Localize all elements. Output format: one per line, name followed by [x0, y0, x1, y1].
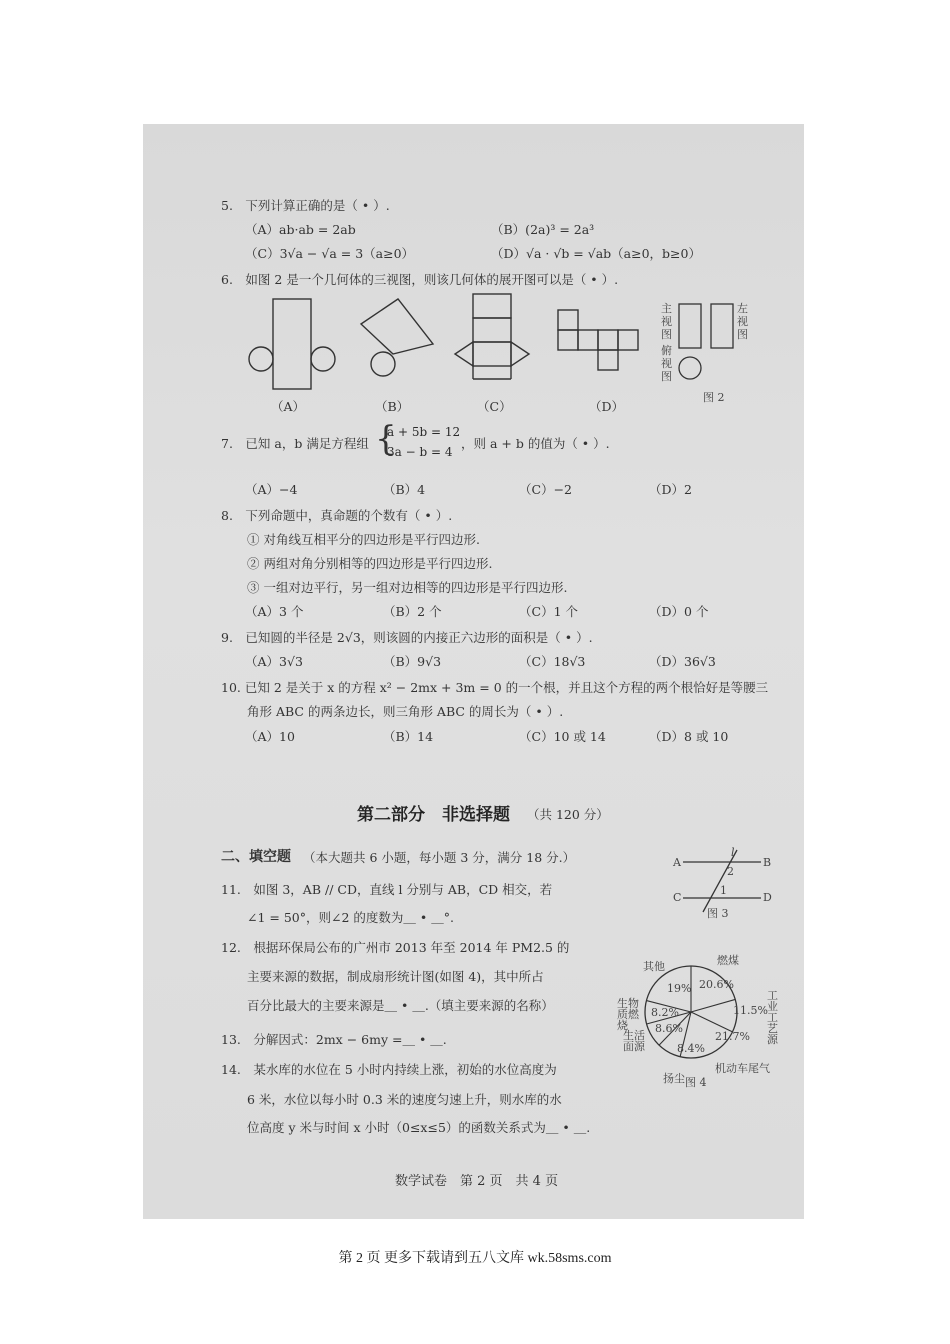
pie-value-coal: 20.6% — [699, 978, 734, 991]
part-2-title: 第二部分 非选择题 — [357, 805, 510, 825]
pie-label-other: 其他 — [643, 960, 665, 973]
q6-figure-d — [553, 304, 643, 374]
section-2-note: （本大题共 6 小题，每小题 3 分，满分 18 分.） — [303, 850, 576, 865]
fig3-angle-2: 2 — [727, 865, 734, 878]
q10-line-1: 10. 已知 2 是关于 x 的方程 x² − 2mx + 3m = 0 的一个根，并且这个方程的两个根恰好是等腰三 — [221, 680, 769, 695]
q7-option-a: （A）−4 — [245, 482, 298, 497]
q6-figure-c — [443, 289, 543, 389]
q5-option-b: （B）(2a)³ = 2a³ — [491, 222, 595, 237]
q7-stem-pre: 7. 已知 a，b 满足方程组 — [221, 436, 369, 451]
q12-line-1: 12. 根据环保局公布的广州市 2013 年至 2014 年 PM2.5 的 — [221, 940, 570, 955]
q6-stem: 6. 如图 2 是一个几何体的三视图，则该几何体的展开图可以是（ • ）. — [221, 272, 619, 287]
q7-system — [387, 422, 460, 462]
figure-2-three-views — [661, 294, 771, 384]
pie-divider-2 — [691, 1012, 732, 1032]
pie-value-dust: 8.4% — [677, 1042, 705, 1055]
pie-label-industry: 工业工艺源 — [767, 989, 778, 1046]
page-caption: 第 2 页 更多下载请到五八文库 wk.58sms.com — [338, 1251, 612, 1266]
q13-line: 13. 分解因式：2mx − 6my =＿ • ＿. — [221, 1032, 447, 1047]
q10-line-2: 角形 ABC 的两条边长，则三角形 ABC 的周长为（ • ）. — [247, 704, 564, 719]
q7-option-d: （D）2 — [649, 482, 692, 497]
q9-stem: 9. 已知圆的半径是 2√3，则该圆的内接正六边形的面积是（ • ）. — [221, 630, 593, 645]
q5-stem: 5. 下列计算正确的是（ • ）. — [221, 198, 390, 213]
pie-label-coal: 燃煤 — [717, 954, 739, 967]
q7-brace: { — [375, 419, 397, 459]
exam-photo — [143, 124, 804, 1219]
fig3-label-c: C — [673, 891, 682, 904]
q7-eq2: 3a − b = 4 — [387, 445, 453, 459]
q14-line-3: 位高度 y 米与时间 x 小时（0≤x≤5）的函数关系式为＿ • ＿. — [247, 1120, 591, 1135]
q10-option-b: （B）14 — [383, 729, 434, 744]
q11-line-2: ∠1 = 50°，则∠2 的度数为＿ • ＿°. — [247, 910, 454, 925]
view-left-label: 左视图 — [737, 302, 748, 341]
pie-value-vehicle: 21.7% — [715, 1030, 750, 1043]
q8-statement-3: ③ 一组对边平行，另一组对边相等的四边形是平行四边形. — [247, 580, 568, 595]
pie-value-living: 8.6% — [655, 1022, 683, 1035]
q10-option-a: （A）10 — [245, 729, 295, 744]
q12-line-2: 主要来源的数据，制成扇形统计图(如图 4)，其中所占 — [247, 969, 544, 984]
fig3-label-d: D — [763, 891, 772, 904]
q14-line-1: 14. 某水库的水位在 5 小时内持续上涨，初始的水位高度为 — [221, 1062, 557, 1077]
q8-stem: 8. 下列命题中，真命题的个数有（ • ）. — [221, 508, 453, 523]
q6-label-d: （D） — [589, 399, 625, 414]
q8-option-d: （D）0 个 — [649, 604, 709, 619]
pie-label-biomass: 生物质燃烧 — [617, 997, 639, 1032]
q12-line-3: 百分比最大的主要来源是＿ • ＿.（填主要来源的名称） — [247, 998, 554, 1013]
fig3-label-l: l — [731, 846, 735, 859]
q9-option-b: （B）9√3 — [383, 654, 442, 669]
q10-option-c: （C）10 或 14 — [519, 729, 606, 744]
section-2-title: 二、填空题 — [221, 849, 291, 865]
q8-option-c: （C）1 个 — [519, 604, 578, 619]
pie-value-other: 19% — [667, 982, 692, 995]
pie-label-living: 生活面源 — [623, 1029, 645, 1053]
pie-value-industry: 11.5% — [733, 1004, 768, 1017]
q9-option-a: （A）3√3 — [245, 654, 303, 669]
q6-label-c: （C） — [477, 399, 512, 414]
fig3-angle-1: 1 — [720, 884, 727, 897]
figure-2-caption: 图 2 — [703, 391, 725, 404]
figure-3-caption: 图 3 — [707, 907, 729, 920]
q14-line-2: 6 米，水位以每小时 0.3 米的速度匀速上升，则水库的水 — [247, 1092, 562, 1107]
q7-option-c: （C）−2 — [519, 482, 572, 497]
q7-eq1: a + 5b = 12 — [387, 425, 461, 439]
figure-4-caption: 图 4 — [685, 1076, 707, 1089]
q7-stem-post: ，则 a + b 的值为（ • ）. — [461, 436, 610, 451]
q5-option-a: （A）ab·ab = 2ab — [245, 222, 356, 237]
view-front-label: 主视图 — [661, 302, 672, 341]
q9-option-d: （D）36√3 — [649, 654, 716, 669]
pie-label-dust: 扬尘 — [663, 1072, 685, 1085]
view-top-label: 俯视图 — [661, 344, 672, 383]
q8-statement-2: ② 两组对角分别相等的四边形是平行四边形. — [247, 556, 493, 571]
q8-option-b: （B）2 个 — [383, 604, 442, 619]
part-2-score: （共 120 分） — [527, 807, 609, 822]
fig3-label-a: A — [673, 856, 681, 869]
q6-figure-a — [243, 294, 353, 394]
exam-page-footer: 数学试卷 第 2 页 共 4 页 — [395, 1174, 559, 1189]
pie-value-biomass: 8.2% — [651, 1006, 679, 1019]
q8-option-a: （A）3 个 — [245, 604, 304, 619]
q6-label-a: （A） — [271, 399, 306, 414]
q9-option-c: （C）18√3 — [519, 654, 586, 669]
pie-divider-1 — [691, 999, 735, 1012]
q7-option-b: （B）4 — [383, 482, 426, 497]
q6-figure-b — [353, 294, 443, 384]
fig3-label-b: B — [763, 856, 772, 869]
q5-option-c: （C）3√a − √a = 3（a≥0） — [245, 246, 415, 261]
q6-label-b: （B） — [375, 399, 410, 414]
q5-option-d: （D）√a · √b = √ab（a≥0，b≥0） — [491, 246, 701, 261]
q10-option-d: （D）8 或 10 — [649, 729, 729, 744]
pie-label-vehicle: 机动车尾气 — [715, 1062, 770, 1075]
q8-statement-1: ① 对角线互相平分的四边形是平行四边形. — [247, 532, 480, 547]
q11-line-1: 11. 如图 3，AB // CD，直线 l 分别与 AB，CD 相交，若 — [221, 882, 553, 897]
